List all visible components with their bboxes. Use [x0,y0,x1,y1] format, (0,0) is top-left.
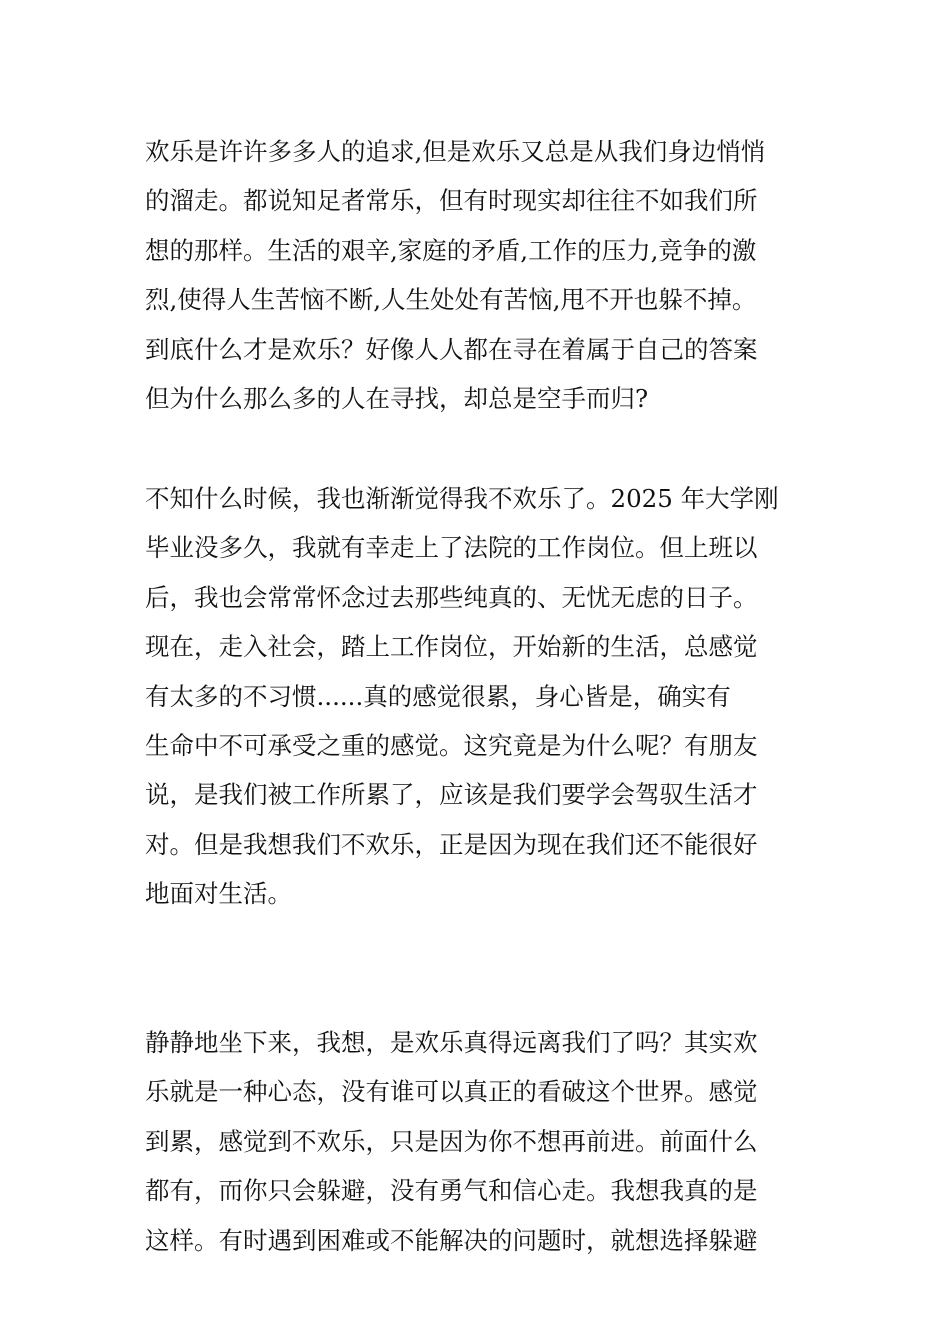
paragraph-2 [145,474,815,919]
text-line: 后，我也会常常怀念过去那些纯真的、无忧无虑的日子。 [145,582,758,612]
text-line: 到底什么才是欢乐？好像人人都在寻在着属于自己的答案 [145,334,758,364]
text-line: 乐就是一种心态，没有谁可以真正的看破这个世界。感觉 [145,1077,758,1107]
text-line: 不知什么时候，我也渐渐觉得我不欢乐了。2025 年大学刚 [145,484,779,513]
text-line: 静静地坐下来，我想，是欢乐真得远离我们了吗？其实欢 [145,1028,758,1057]
text-line: 地面对生活。 [145,879,292,909]
text-line: 现在，走入社会，踏上工作岗位，开始新的生活，总感觉 [145,632,758,662]
text-line: 毕业没多久，我就有幸走上了法院的工作岗位。但上班以 [145,533,758,563]
text-line: 都有，而你只会躲避，没有勇气和信心走。我想我真的是 [145,1176,758,1206]
text-line: 这样。有时遇到困难或不能解决的问题时，就想选择躲避 [145,1225,758,1255]
text-line: 但为什么那么多的人在寻找，却总是空手而归? [145,383,649,413]
text-line: 有太多的不习惯......真的感觉很累，身心皆是，确实有 [145,681,731,711]
text-line: 想的那样。生活的艰辛,家庭的矛盾,工作的压力,竞争的激 [145,235,757,265]
text-line: 欢乐是许许多多人的追求,但是欢乐又总是从我们身边悄悄 [145,137,766,166]
paragraph-1 [145,127,815,423]
text-line: 烈,使得人生苦恼不断,人生处处有苦恼,甩不开也躲不掉。 [145,285,757,315]
text-line: 说，是我们被工作所累了，应该是我们要学会驾驭生活才 [145,780,758,810]
text-line: 生命中不可承受之重的感觉。这究竟是为什么呢？有朋友 [145,730,758,760]
text-line: 的溜走。都说知足者常乐，但有时现实却往往不如我们所 [145,186,758,216]
paragraph-3 [145,1018,815,1265]
text-line: 对。但是我想我们不欢乐，正是因为现在我们还不能很好 [145,829,758,859]
text-line: 到累，感觉到不欢乐，只是因为你不想再前进。前面什么 [145,1126,758,1156]
